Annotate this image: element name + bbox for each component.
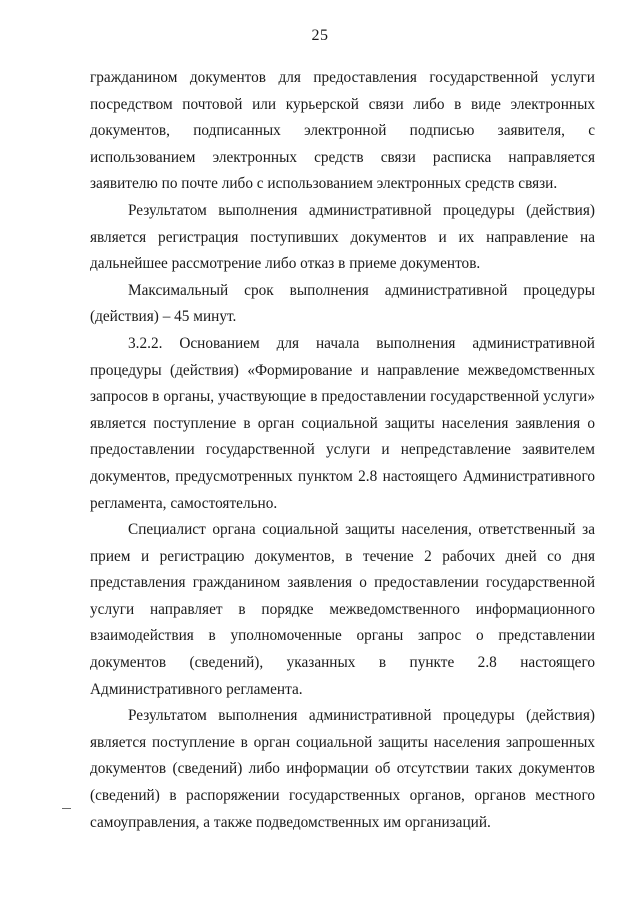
scan-artifact-mark [62,808,71,809]
paragraph-specialist-request: Специалист органа социальной защиты населения, ответственный за прием и регистрацию документов, в течение 2 рабочих дней со дня представления гражданином заявления о предоставлении государственной услуги направляет в порядке межведомственного информационного взаимодействия в уполномоченные органы запрос о представлении документов (сведений), указанных в пункте 2.8 настоящего Административного регламента. [90,521,595,698]
paragraph-receipt-notice: гражданином документов для предоставления государственной услуги посредством почтовой или курьерской связи либо в виде электронных документов, подписанных электронной подписью заявителя, с использованием электронных средств связи расписка направляется заявителю по почте либо с использованием электронных средств связи. [90,69,595,193]
paragraph-request-result: Результатом выполнения административной процедуры (действия) является поступление в орган социальной защиты населения запрошенных документов (сведений) либо информации об отсутствии таких документов (сведений) в распоряжении государственных органов, органов местного самоуправления, а также подведомственных им организаций. [90,707,595,831]
document-body [90,65,595,836]
paragraph-section-3-2-2: 3.2.2. Основанием для начала выполнения административной процедуры (действия) «Формирование и направление межведомственных запросов в органы, участвующие в предоставлении государственной услуги» является поступление в орган социальной защиты населения заявления о предоставлении государственной услуги и непредставление заявителем документов, предусмотренных пунктом 2.8 настоящего Административного регламента, самостоятельно. [90,334,595,512]
paragraph-max-duration: Максимальный срок выполнения административной процедуры (действия) – 45 минут. [90,281,595,326]
paragraph-registration-result: Результатом выполнения административной процедуры (действия) является регистрация поступивших документов и их направление на дальнейшее рассмотрение либо отказ в приеме документов. [90,201,595,273]
page-number: 25 [311,27,329,44]
